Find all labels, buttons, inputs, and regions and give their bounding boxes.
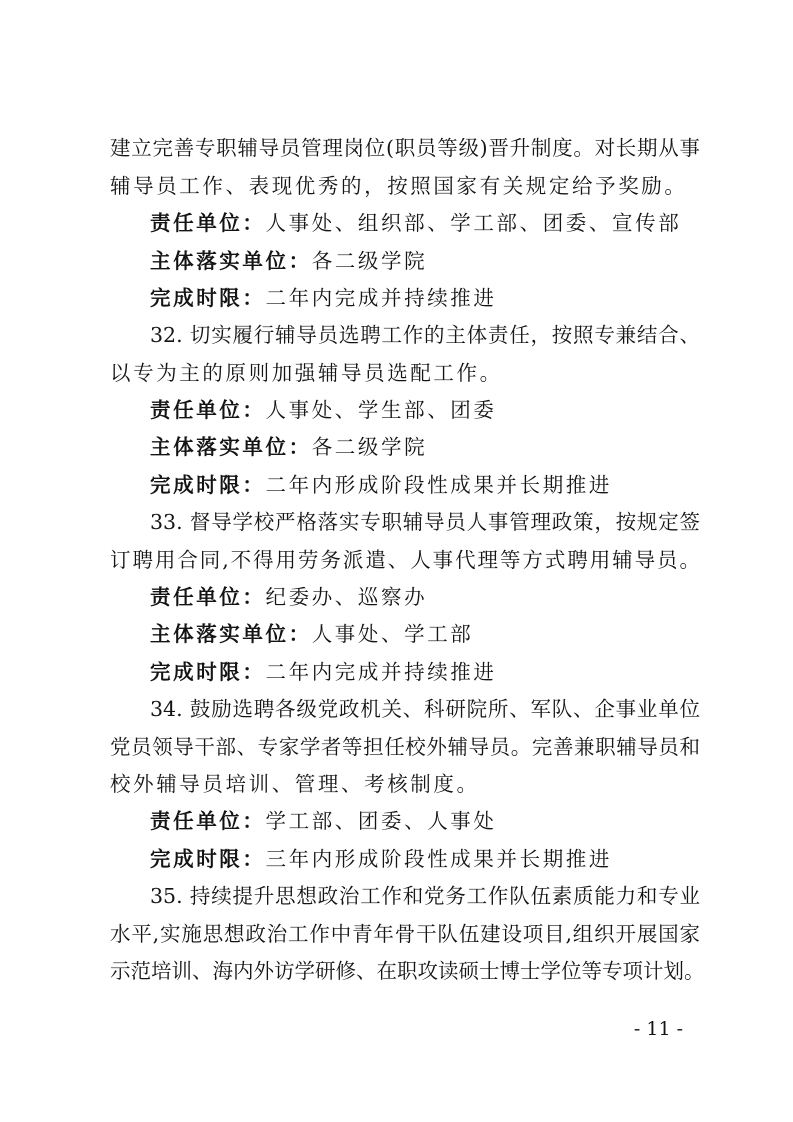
body-text-line: 水平,实施思想政治工作中青年骨干队伍建设项目,组织开展国家 xyxy=(110,922,700,946)
responsibility-line xyxy=(150,208,700,238)
implementation-line xyxy=(150,432,700,462)
deadline-line xyxy=(150,283,700,313)
implementation-label: 主体落实单位： xyxy=(150,622,312,646)
responsibility-line xyxy=(150,582,700,612)
responsibility-value: 学工部、团委、人事处 xyxy=(265,809,497,833)
body-text-line: 33. 督导学校严格落实专职辅导员人事管理政策，按规定签 xyxy=(150,510,700,534)
implementation-label: 主体落实单位： xyxy=(150,435,312,459)
body-text-line: 辅导员工作、表现优秀的，按照国家有关规定给予奖励。 xyxy=(110,174,688,198)
responsibility-value: 人事处、组织部、学工部、团委、宣传部 xyxy=(265,211,682,235)
deadline-label: 完成时限： xyxy=(150,847,266,871)
body-text-line: 示范培训、海内外访学研修、在职攻读硕士博士学位等专项计划。 xyxy=(110,959,705,983)
page-number: - 11 - xyxy=(633,1018,683,1040)
responsibility-line xyxy=(150,806,700,836)
deadline-label: 完成时限： xyxy=(150,473,266,497)
implementation-line xyxy=(150,619,700,649)
responsibility-label: 责任单位： xyxy=(150,585,266,609)
body-text-line: 建立完善专职辅导员管理岗位(职员等级)晋升制度。对长期从事 xyxy=(110,136,700,160)
implementation-line xyxy=(150,246,700,276)
deadline-value: 二年内完成并持续推进 xyxy=(265,286,497,310)
implementation-value: 各二级学院 xyxy=(311,249,428,273)
responsibility-value: 纪委办、巡察办 xyxy=(265,585,428,609)
responsibility-label: 责任单位： xyxy=(150,809,266,833)
body-text-line: 订聘用合同,不得用劳务派遣、人事代理等方式聘用辅导员。 xyxy=(110,548,700,572)
implementation-value: 各二级学院 xyxy=(311,435,428,459)
deadline-line xyxy=(150,470,700,500)
deadline-value: 三年内形成阶段性成果并长期推进 xyxy=(265,847,612,871)
body-text-line: 32. 切实履行辅导员选聘工作的主体责任，按照专兼结合、 xyxy=(150,323,700,347)
body-text-line: 以专为主的原则加强辅导员选配工作。 xyxy=(110,361,503,385)
body-text-line: 校外辅导员培训、管理、考核制度。 xyxy=(110,772,480,796)
deadline-line xyxy=(150,844,700,874)
implementation-label: 主体落实单位： xyxy=(150,249,312,273)
deadline-value: 二年内完成并持续推进 xyxy=(265,660,497,684)
responsibility-label: 责任单位： xyxy=(150,211,266,235)
implementation-value: 人事处、学工部 xyxy=(311,622,474,646)
deadline-label: 完成时限： xyxy=(150,286,266,310)
body-text-line: 党员领导干部、专家学者等担任校外辅导员。完善兼职辅导员和 xyxy=(110,735,700,759)
deadline-line xyxy=(150,657,700,687)
deadline-value: 二年内形成阶段性成果并长期推进 xyxy=(265,473,612,497)
body-text-line: 34. 鼓励选聘各级党政机关、科研院所、军队、企事业单位 xyxy=(150,697,700,721)
responsibility-line xyxy=(150,395,700,425)
deadline-label: 完成时限： xyxy=(150,660,266,684)
responsibility-label: 责任单位： xyxy=(150,398,266,422)
responsibility-value: 人事处、学生部、团委 xyxy=(265,398,497,422)
body-text-line: 35. 持续提升思想政治工作和党务工作队伍素质能力和专业 xyxy=(150,884,700,908)
